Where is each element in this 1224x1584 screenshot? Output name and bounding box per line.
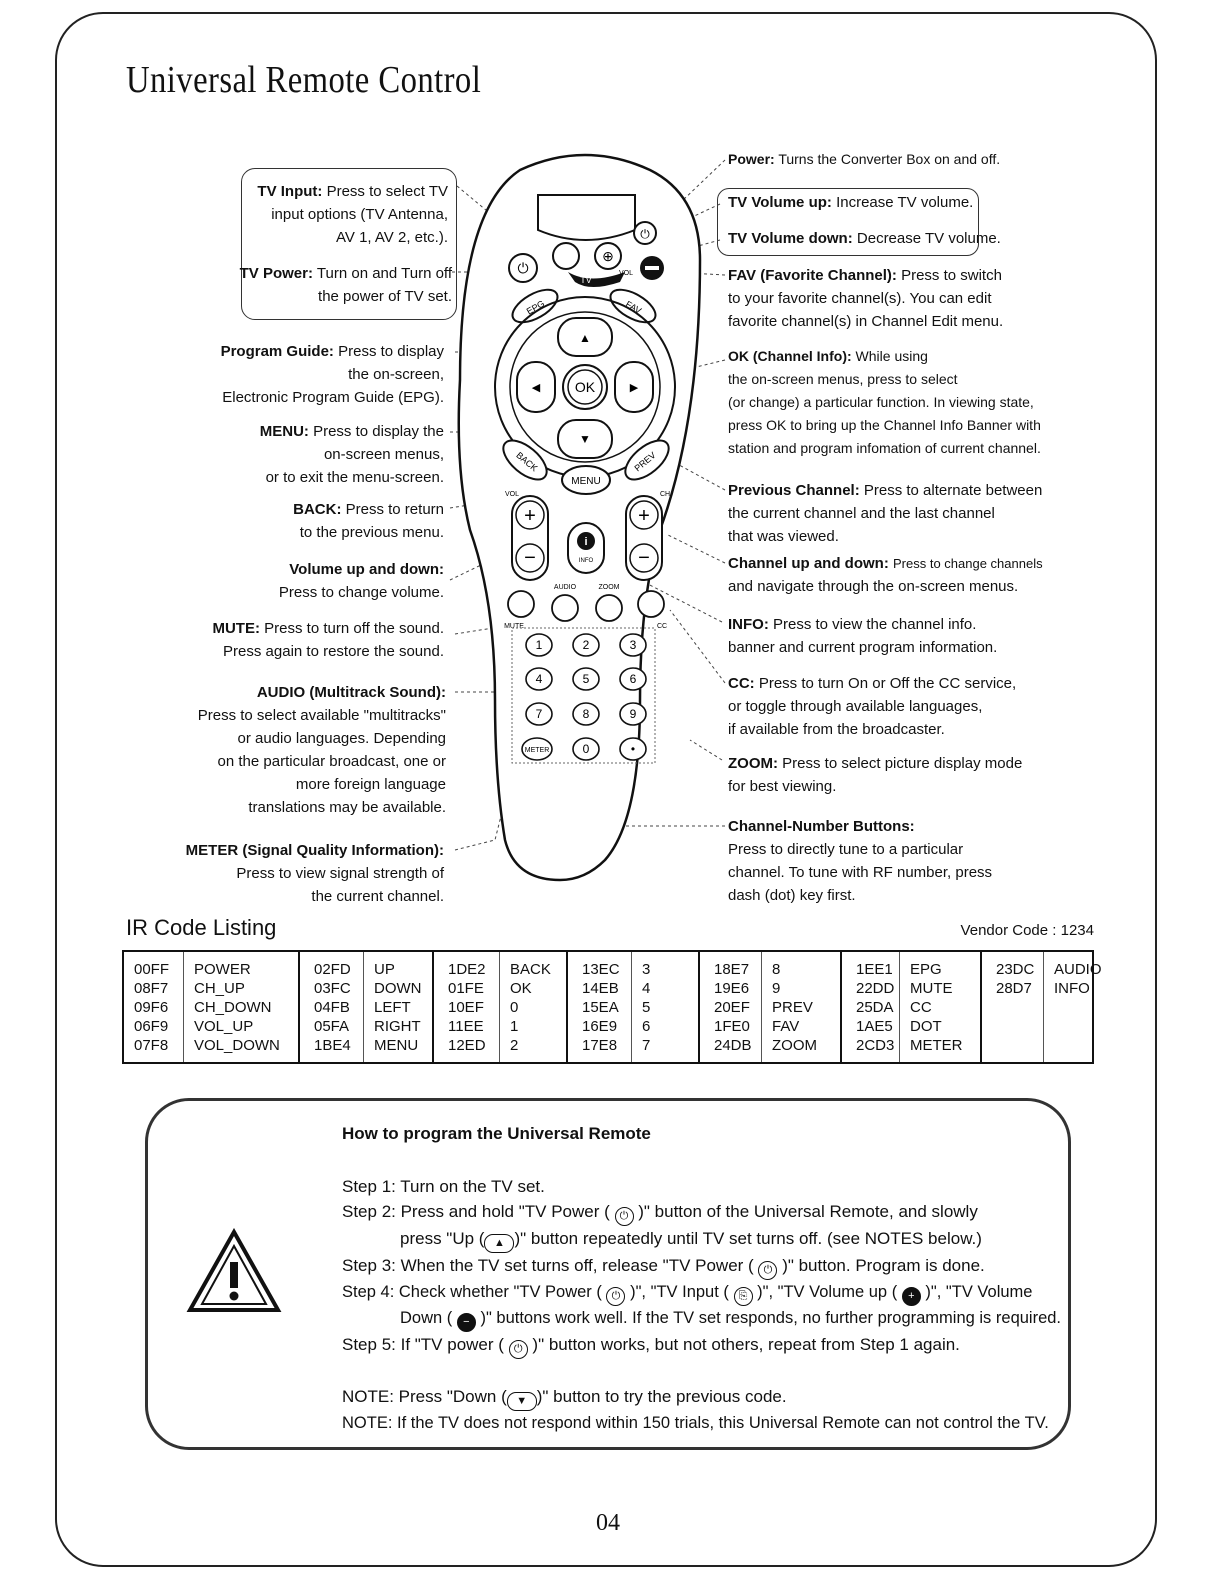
label-tv-volume-down: TV Volume down: Decrease TV volume.: [728, 230, 1001, 247]
remote-digit-dot: •: [630, 742, 636, 756]
label-program-guide: Program Guide: Press to display the on-screen, Electronic Program Guide (EPG).: [220, 343, 444, 406]
ir-group: [986, 952, 1116, 1062]
remote-fav-label: FAV: [623, 298, 644, 316]
ir-code: 00FF: [134, 961, 170, 978]
warning-icon: [186, 1228, 282, 1314]
remote-info-label: INFO: [578, 558, 594, 564]
label-meter: METER (Signal Quality Information): Press to view signal strength of the current channel.: [185, 842, 444, 905]
ir-name-column: [632, 952, 698, 1062]
ir-group: [846, 952, 982, 1062]
ir-name: 2: [510, 1037, 519, 1054]
ir-code: 14EB: [582, 980, 619, 997]
ir-code: 20EF: [714, 999, 750, 1016]
ir-name: RIGHT: [374, 1018, 421, 1035]
ir-code: 06F9: [134, 1018, 169, 1035]
page-number: 04: [596, 1510, 620, 1536]
ir-name: OK: [510, 980, 532, 997]
ir-name: VOL_DOWN: [194, 1037, 280, 1054]
svg-text:i: i: [584, 536, 588, 548]
minus-icon: −: [457, 1313, 476, 1332]
label-audio: AUDIO (Multitrack Sound): Press to select available "multitracks" or audio languages. Depending on the particular broadcast, one or more foreign language translations may be available.: [197, 684, 446, 816]
ir-name: ZOOM: [772, 1037, 817, 1054]
ir-code: 2CD3: [856, 1037, 895, 1054]
ir-code: 10EF: [448, 999, 484, 1016]
remote-epg-label: EPG: [524, 298, 547, 317]
label-power: Power: Turns the Converter Box on and off.: [728, 151, 1001, 167]
remote-mute-label: MUTE: [504, 623, 524, 630]
ir-name: 9: [772, 980, 781, 997]
ir-code: 19E6: [714, 980, 750, 997]
remote-meter-label: METER: [524, 747, 550, 754]
svg-text:−: −: [638, 547, 650, 569]
remote-ch-small: CH: [660, 491, 671, 498]
step-4-cont: Down ( − )" buttons work well. If the TV set responds, no further programming is required.: [342, 1306, 1062, 1332]
remote-digit-5: 5: [582, 672, 590, 686]
up-icon: ▲: [484, 1234, 514, 1253]
svg-text:▼: ▼: [579, 432, 591, 446]
ir-name: CH_UP: [194, 980, 245, 997]
label-tv-input: TV Input: Press to select TV input options (TV Antenna, AV 1, AV 2, etc.).: [257, 183, 448, 246]
note-2: NOTE: If the TV does not respond within 150 trials, this Universal Remote can not control the TV.: [342, 1414, 1049, 1432]
ir-code-column: [304, 952, 364, 1062]
ir-code: 23DC: [996, 961, 1035, 978]
ir-name-column: [364, 952, 432, 1062]
remote-digit-3: 3: [629, 638, 637, 652]
ir-name: 4: [642, 980, 651, 997]
ir-name: CH_DOWN: [194, 999, 272, 1016]
ir-name: BACK: [510, 961, 551, 978]
ir-name: POWER: [194, 961, 251, 978]
ir-code: 05FA: [314, 1018, 350, 1035]
ir-name-column: [900, 952, 980, 1062]
plus-icon: +: [902, 1287, 921, 1306]
ir-name: MUTE: [910, 980, 953, 997]
svg-text:+: +: [524, 505, 536, 527]
note-1: NOTE: Press "Down ( ▼ )" button to try the previous code.: [342, 1384, 1062, 1411]
remote-digit-6: 6: [629, 672, 637, 686]
ir-code: 1DE2: [448, 961, 486, 978]
ir-name: EPG: [910, 961, 942, 978]
ir-group: [572, 952, 700, 1062]
svg-text:+: +: [638, 505, 650, 527]
ir-name: 6: [642, 1018, 651, 1035]
svg-text:−: −: [524, 547, 536, 569]
ir-code: 17E8: [582, 1037, 618, 1054]
remote-digit-0: 0: [582, 742, 590, 756]
remote-vol-small: VOL: [505, 491, 520, 498]
ir-name: 7: [642, 1037, 651, 1054]
power-icon: ⏻: [615, 1207, 634, 1226]
step-3: Step 3: When the TV set turns off, release "TV Power ( ⏻ )" button. Program is done.: [342, 1253, 1062, 1280]
remote-digit-9: 9: [629, 707, 637, 721]
label-tv-volume-up: TV Volume up: Increase TV volume.: [728, 194, 974, 211]
power-icon: ⏻: [606, 1287, 625, 1306]
label-fav: FAV (Favorite Channel): Press to switch to your favorite channel(s). You can edit favorite channel(s) in Channel Edit menu.: [728, 267, 1004, 330]
ir-code: 18E7: [714, 961, 750, 978]
ir-code-column: [572, 952, 632, 1062]
svg-text:⊕: ⊕: [602, 248, 614, 264]
step-5: Step 5: If "TV power ( ⏻ )" button works, but not others, repeat from Step 1 again.: [342, 1332, 1062, 1359]
ir-name: 1: [510, 1018, 519, 1035]
ir-code-column: [986, 952, 1044, 1062]
remote-digit-2: 2: [582, 638, 590, 652]
remote-digit-1: 1: [535, 638, 543, 652]
ir-group: [124, 952, 300, 1062]
ir-name-column: [762, 952, 840, 1062]
ir-code: 15EA: [582, 999, 619, 1016]
label-channel-up-down: Channel up and down: Press to change channels and navigate through the on-screen menus.: [728, 555, 1043, 595]
ir-name-column: [500, 952, 566, 1062]
ir-code: 1AE5: [856, 1018, 893, 1035]
ir-code: 09F6: [134, 999, 169, 1016]
svg-text:▶: ▶: [629, 382, 639, 394]
label-channel-number: Channel-Number Buttons: Press to directly tune to a particular channel. To tune with RF number, press dash (dot) key first.: [728, 818, 993, 904]
step-1: Step 1: Turn on the TV set.: [342, 1177, 545, 1196]
power-icon: ⏻: [758, 1261, 777, 1280]
remote-cc-label: CC: [656, 623, 668, 630]
ir-name: DOWN: [374, 980, 422, 997]
howto-steps: [342, 1174, 1062, 1436]
label-info: INFO: Press to view the channel info. banner and current program information.: [728, 616, 998, 656]
ir-name: VOL_UP: [194, 1018, 254, 1035]
ir-name: INFO: [1054, 980, 1090, 997]
ir-code: 03FC: [314, 980, 351, 997]
step-4: Step 4: Check whether "TV Power ( ⏻ )", "TV Input ( ⎘ )", "TV Volume up ( + )", "TV Volume: [342, 1280, 1062, 1306]
ir-name: PREV: [772, 999, 813, 1016]
ir-name: LEFT: [374, 999, 411, 1016]
svg-text:⏻: ⏻: [517, 260, 529, 276]
remote-ok-label: OK: [574, 379, 596, 395]
remote-vol-label: VOL: [618, 270, 634, 277]
ir-name: FAV: [772, 1018, 800, 1035]
label-menu: MENU: Press to display the on-screen menus, or to exit the menu-screen.: [259, 423, 444, 486]
svg-text:◀: ◀: [531, 382, 541, 394]
down-icon: ▼: [507, 1392, 537, 1411]
svg-text:⏻: ⏻: [640, 227, 650, 241]
remote-zoom-label: ZOOM: [598, 584, 620, 591]
ir-name-column: [184, 952, 298, 1062]
page-title: Universal Remote Control: [126, 59, 482, 101]
ir-code: 24DB: [714, 1037, 752, 1054]
ir-code-column: [704, 952, 762, 1062]
ir-code-title: IR Code Listing: [126, 915, 277, 940]
ir-name: 5: [642, 999, 651, 1016]
ir-code: 08F7: [134, 980, 169, 997]
ir-code-column: [124, 952, 184, 1062]
ir-code-column: [846, 952, 900, 1062]
remote-digit-4: 4: [535, 672, 543, 686]
ir-code: 12ED: [448, 1037, 486, 1054]
ir-name: 8: [772, 961, 781, 978]
label-volume: Volume up and down: Press to change volume.: [278, 561, 444, 601]
ir-code: 11EE: [448, 1018, 484, 1035]
ir-code: 25DA: [856, 999, 894, 1016]
howto-title: How to program the Universal Remote: [342, 1124, 651, 1143]
tv-input-icon: ⎘: [734, 1287, 753, 1306]
ir-name: DOT: [910, 1018, 942, 1035]
ir-code: 22DD: [856, 980, 895, 997]
ir-code-column: [438, 952, 500, 1062]
ir-code: 13EC: [582, 961, 620, 978]
ir-name: METER: [910, 1037, 963, 1054]
step-2: Step 2: Press and hold "TV Power ( ⏻ )" button of the Universal Remote, and slowly: [342, 1199, 1062, 1226]
ir-name: AUDIO: [1054, 961, 1102, 978]
step-2-cont: press "Up ( ▲ )" button repeatedly until TV set turns off. (see NOTES below.): [342, 1226, 1062, 1253]
remote-digit-8: 8: [582, 707, 590, 721]
power-icon: ⏻: [509, 1340, 528, 1359]
ir-name: 3: [642, 961, 651, 978]
ir-code: 1BE4: [314, 1037, 351, 1054]
label-ok: OK (Channel Info): While using the on-screen menus, press to select (or change) a particular function. In viewing state, press OK to bring up the Channel Info Banner with station and program infomation of current channel.: [728, 348, 1041, 456]
ir-code: 28D7: [996, 980, 1032, 997]
label-tv-power: TV Power: Turn on and Turn off the power of TV set.: [239, 265, 452, 305]
label-mute: MUTE: Press to turn off the sound. Press again to restore the sound.: [212, 620, 444, 660]
ir-code: 04FB: [314, 999, 350, 1016]
ir-code: 02FD: [314, 961, 351, 978]
remote-back-label: BACK: [514, 449, 540, 474]
ir-group: [438, 952, 568, 1062]
ir-group: [304, 952, 434, 1062]
vendor-code: Vendor Code : 1234: [960, 922, 1094, 939]
label-previous-channel: Previous Channel: Press to alternate between the current channel and the last channel that was viewed.: [728, 482, 1043, 545]
remote-tv-label: TV: [580, 275, 592, 285]
label-zoom: ZOOM: Press to select picture display mode for best viewing.: [728, 755, 1023, 795]
remote-audio-label: AUDIO: [553, 584, 577, 591]
ir-code: 01FE: [448, 980, 484, 997]
ir-group: [704, 952, 842, 1062]
ir-name: MENU: [374, 1037, 419, 1054]
svg-text:▲: ▲: [579, 331, 591, 345]
ir-code: 16E9: [582, 1018, 618, 1035]
ir-name: UP: [374, 961, 395, 978]
ir-code: 07F8: [134, 1037, 169, 1054]
remote-menu-label: MENU: [571, 476, 601, 487]
ir-name: 0: [510, 999, 519, 1016]
ir-code: 1EE1: [856, 961, 893, 978]
label-cc: CC: Press to turn On or Off the CC service, or toggle through available languages, if available from the broadcaster.: [728, 675, 1017, 738]
ir-name-column: [1044, 952, 1116, 1062]
label-back: BACK: Press to return to the previous menu.: [293, 501, 444, 541]
remote-digit-7: 7: [535, 707, 543, 721]
remote-prev-label: PREV: [632, 449, 658, 474]
ir-name: CC: [910, 999, 932, 1016]
ir-code: 1FE0: [714, 1018, 750, 1035]
ir-code-table: [122, 950, 1102, 1064]
